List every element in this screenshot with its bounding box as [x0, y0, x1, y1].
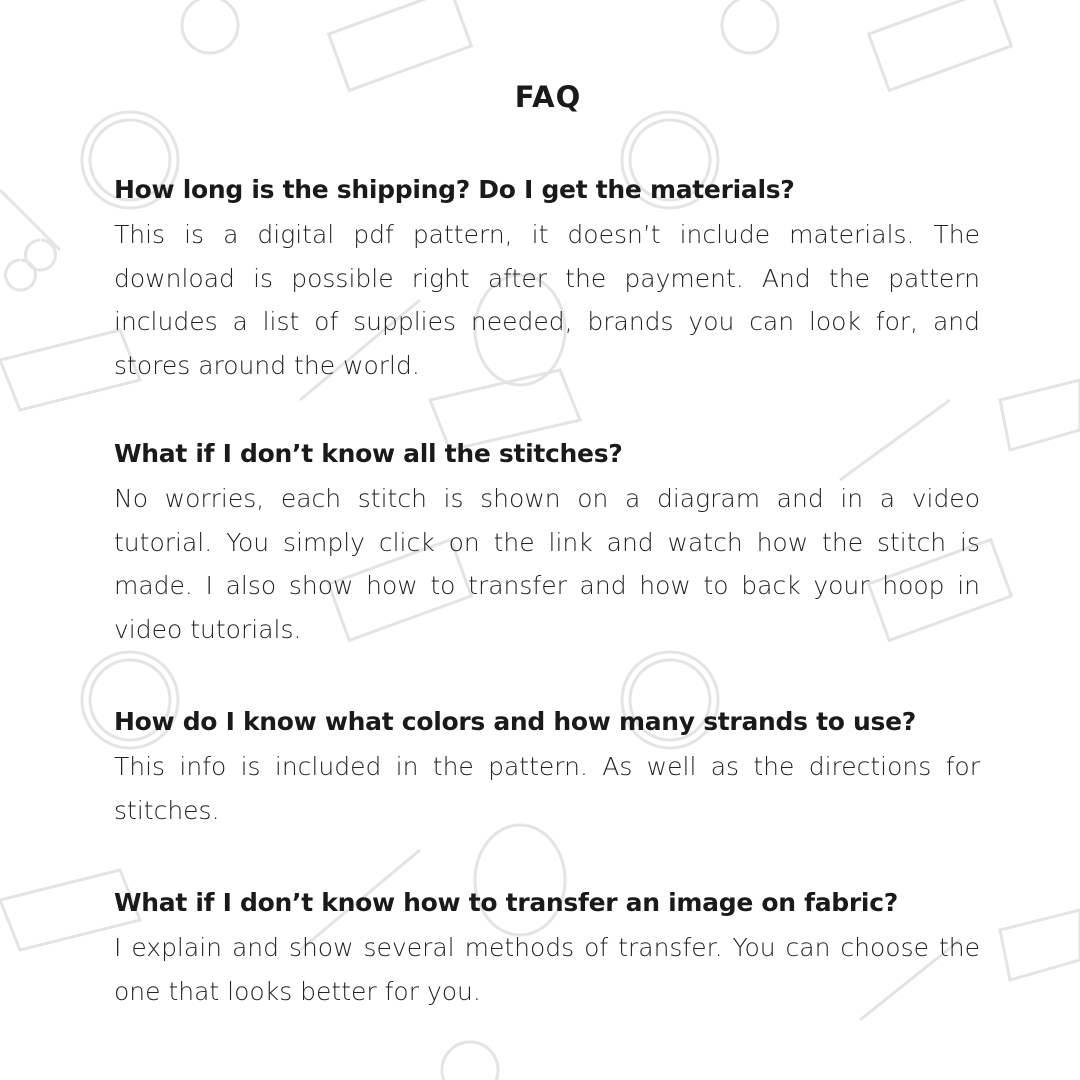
faq-question: How do I know what colors and how many strands to use?: [114, 707, 916, 736]
faq-answer: No worries, each stitch is shown on a diagram and in a video tutorial. You simply click on the link and watch how the stitch is made. I also show how to transfer and how to back your hoop in video tutorials.: [114, 484, 980, 644]
thread-box-icon: [869, 0, 1012, 90]
pincushion-icon: [442, 1042, 498, 1080]
faq-question: What if I don’t know all the stitches?: [114, 439, 623, 468]
faq-answer: This info is included in the pattern. As well as the directions for stitches.: [114, 752, 980, 825]
faq-answer: This is a digital pdf pattern, it doesn’t include materials. The download is possible right after the payment. And the pattern includes a list of supplies needed, brands you can look for, and stores around the world.: [114, 220, 980, 380]
faq-item-3: [114, 700, 980, 832]
pincushion-icon: [722, 0, 778, 53]
faq-item-4: [114, 881, 980, 1013]
thread-box-icon: [329, 0, 472, 90]
scissors-icon: [0, 190, 60, 290]
faq-question: What if I don’t know how to transfer an image on fabric?: [114, 888, 898, 917]
faq-question: How long is the shipping? Do I get the materials?: [114, 175, 795, 204]
faq-item-2: [114, 432, 980, 651]
faq-answer: I explain and show several methods of transfer. You can choose the one that looks better for you.: [114, 933, 980, 1006]
page-title: FAQ: [514, 80, 582, 114]
pincushion-icon: [182, 0, 238, 53]
faq-item-1: [114, 168, 980, 387]
